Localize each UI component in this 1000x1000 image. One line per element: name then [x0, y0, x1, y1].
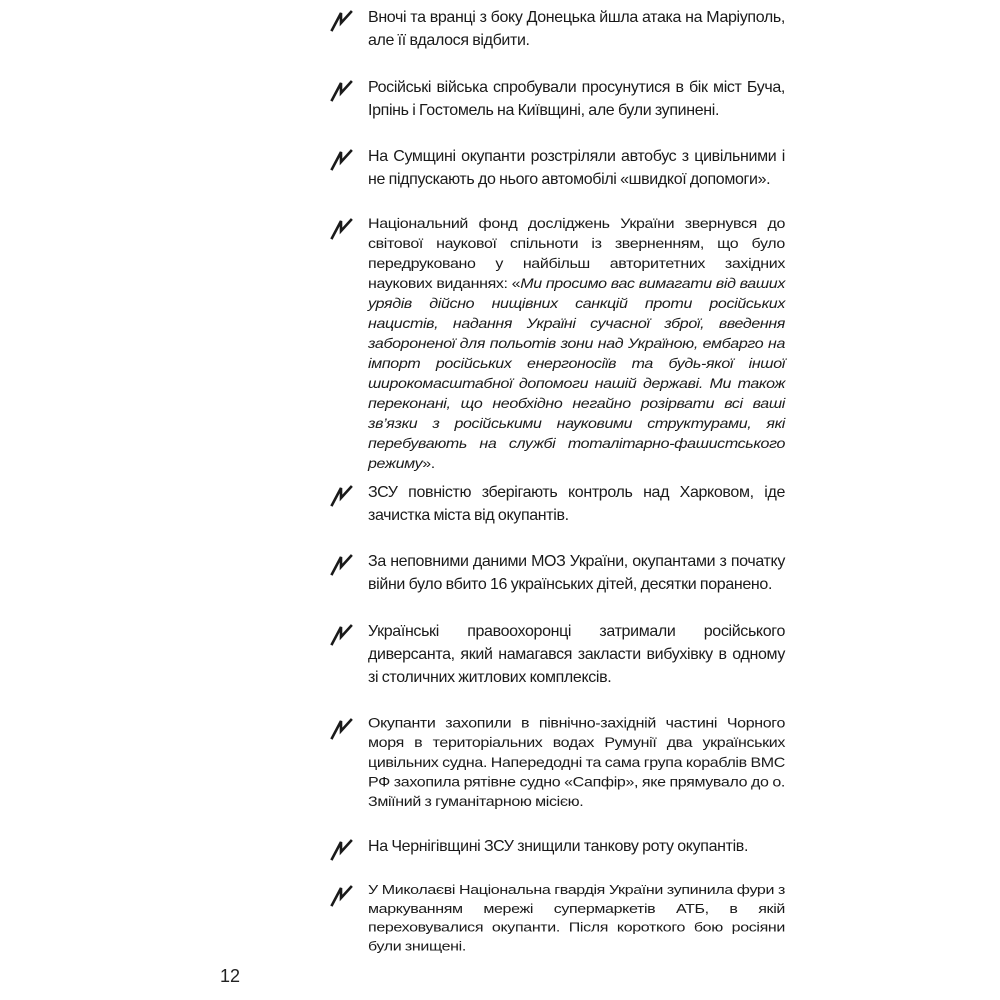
news-item-text-lead: Національний фонд досліджень України звернувся до світової наукової спільноти із зверненням, що було передруковано у найбільш авторитетних західних наукових виданнях: « — [368, 216, 785, 292]
news-item-text: На Сумщині окупанти розстріляли автобус з цивільними і не підпускають до нього автомобілі «швидкої допомоги». — [368, 148, 785, 188]
page-number: 12 — [220, 966, 241, 986]
news-item-text: За неповними даними МОЗ України, окупантами з початку війни було вбито 16 українських дітей, десятки поранено. — [368, 553, 785, 593]
lightning-bolt-icon — [330, 885, 354, 907]
lightning-bolt-icon — [330, 80, 354, 102]
lightning-bolt-icon — [330, 839, 354, 861]
lightning-bolt-icon — [330, 485, 354, 507]
lightning-bolt-icon — [330, 554, 354, 576]
news-item-text: ЗСУ повністю зберігають контроль над Харковом, іде зачистка міста від окупантів. — [368, 484, 785, 524]
news-item-text-tail: ». — [422, 456, 435, 472]
news-item-text: Російські війська спробували просунутися в бік міст Буча, Ірпінь і Гостомель на Київщині, але були зупинені. — [368, 79, 785, 119]
news-item-text: На Чернігівщині ЗСУ знищили танкову роту окупантів. — [368, 838, 749, 855]
lightning-bolt-icon — [330, 624, 354, 646]
news-item-text: Окупанти захопили в північно-західній частині Чорного моря в територіальних водах Румунії два українських цивільних судна. Напередодні та сама група кораблів ВМС РФ захопила рятівне судно «Сапфір», яке прямувало до о. Зміїний з гуманітарною місією. — [368, 716, 785, 810]
lightning-bolt-icon — [330, 10, 354, 32]
news-item-text: Вночі та вранці з боку Донецька йшла атака на Маріуполь, але її вдалося відбити. — [368, 9, 785, 49]
news-item-text: У Миколаєві Національна гвардія України зупинила фури з маркуванням мережі супермаркетів АТБ, в якій переховувалися окупанти. Після короткого бою росіяни були знищені. — [368, 883, 785, 954]
lightning-bolt-icon — [330, 218, 354, 240]
news-item-text: Українські правоохоронці затримали російського диверсанта, який намагався закласти вибухівку в одному зі столичних житлових комплексів. — [368, 623, 785, 686]
news-item-text — [368, 214, 785, 474]
lightning-bolt-icon — [330, 149, 354, 171]
lightning-bolt-icon — [330, 718, 354, 740]
appeal-quote: Ми просимо вас вимагати від ваших урядів дійсно нищівних санкцій проти російських нацистів, надання Україні сучасної зброї, введення забороненої для польотів зони над Україною, ембарго на імпорт російських енергоносіїв та будь-якої іншої широкомасштабної допомоги нашій державі. Ми також переконані, що необхідно негайно розірвати всі ваші зв’язки з російськими науковими структурами, які перебувають на службі тоталітарно-фашистського режиму — [368, 276, 785, 472]
